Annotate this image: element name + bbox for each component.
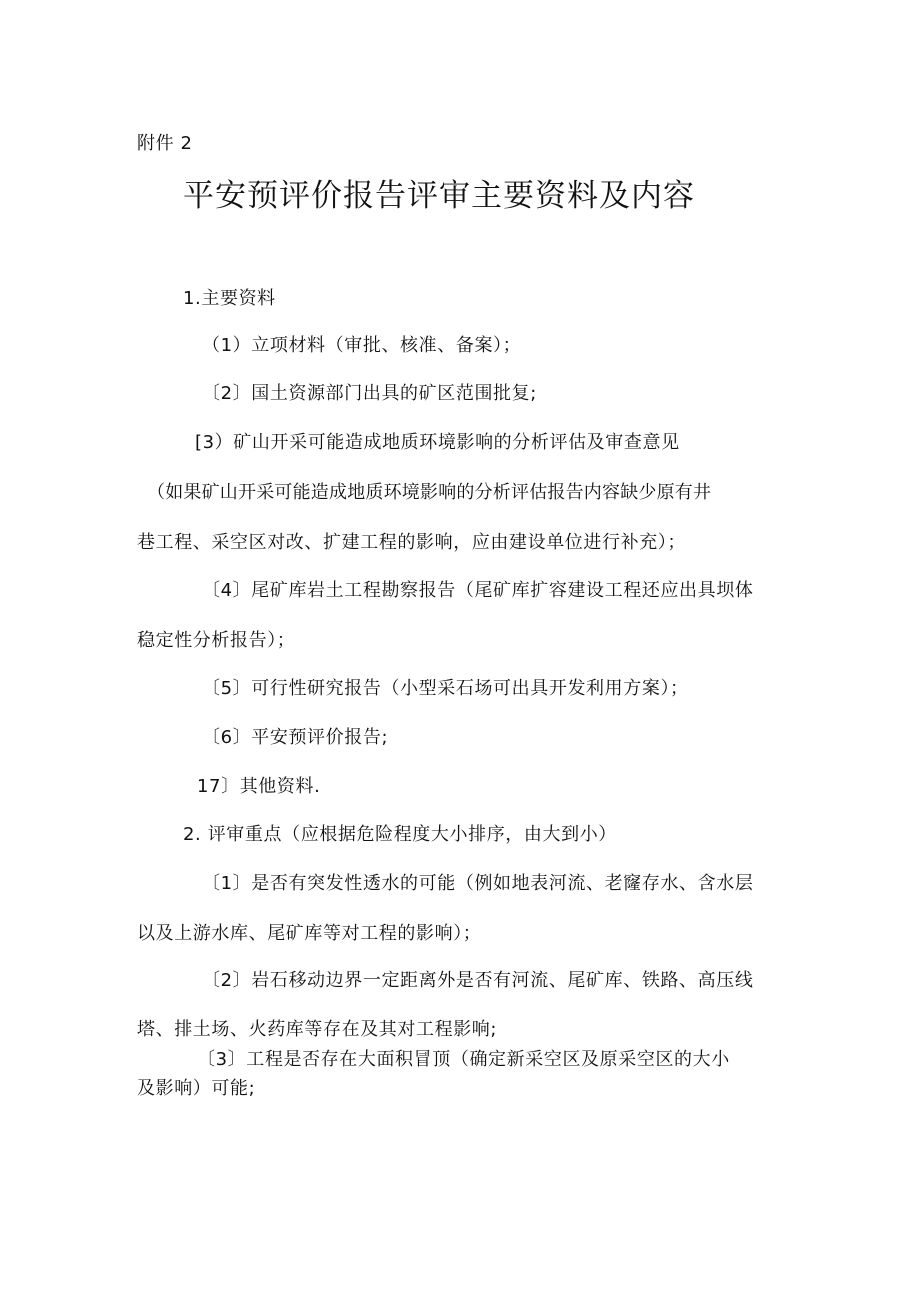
paragraph-line: （如果矿山开采可能造成地质环境影响的分析评估报告内容缺少原有井 xyxy=(147,482,712,503)
paragraph-line: 以及上游水库、尾矿库等对工程的影响）； xyxy=(137,923,482,944)
section-heading-main-materials: 1.主要资料 xyxy=(183,288,276,309)
paragraph-line: 稳定性分析报告）； xyxy=(137,630,296,651)
list-item: 17〕其他资料. xyxy=(197,776,321,797)
list-item: 〔2〕岩石移动边界一定距离外是否有河流、尾矿库、铁路、高压线 xyxy=(202,970,754,991)
list-item: 〔5〕可行性研究报告（小型采石场可出具开发利用方案）； xyxy=(202,678,689,699)
list-item: 〔6〕平安预评价报告; xyxy=(202,727,389,748)
list-item: [3）矿山开采可能造成地质环境影响的分析评估及审查意见 xyxy=(195,432,680,453)
list-item: （1）立项材料（审批、核准、备案）； xyxy=(202,335,522,356)
paragraph-line: 巷工程、采空区对改、扩建工程的影响，应由建设单位进行补充）； xyxy=(137,532,686,553)
list-item: 〔4〕尾矿库岩土工程勘察报告（尾矿库扩容建设工程还应出具坝体 xyxy=(202,580,754,601)
section-heading-review-focus: 2. 评审重点（应根据危险程度大小排序，由大到小） xyxy=(183,824,617,845)
list-item: 〔2〕国土资源部门出具的矿区范围批复; xyxy=(202,383,537,404)
document-title: 平安预评价报告评审主要资料及内容 xyxy=(183,178,695,214)
list-item: 〔3〕工程是否存在大面积冒顶（确定新采空区及原采空区的大小 xyxy=(197,1049,730,1070)
attachment-label: 附件 2 xyxy=(137,133,193,154)
list-item: 〔1〕是否有突发性透水的可能（例如地表河流、老窿存水、含水层 xyxy=(202,873,754,894)
paragraph-line: 及影响）可能; xyxy=(137,1078,256,1099)
paragraph-line: 塔、排土场、火药库等存在及其对工程影响; xyxy=(137,1019,498,1040)
